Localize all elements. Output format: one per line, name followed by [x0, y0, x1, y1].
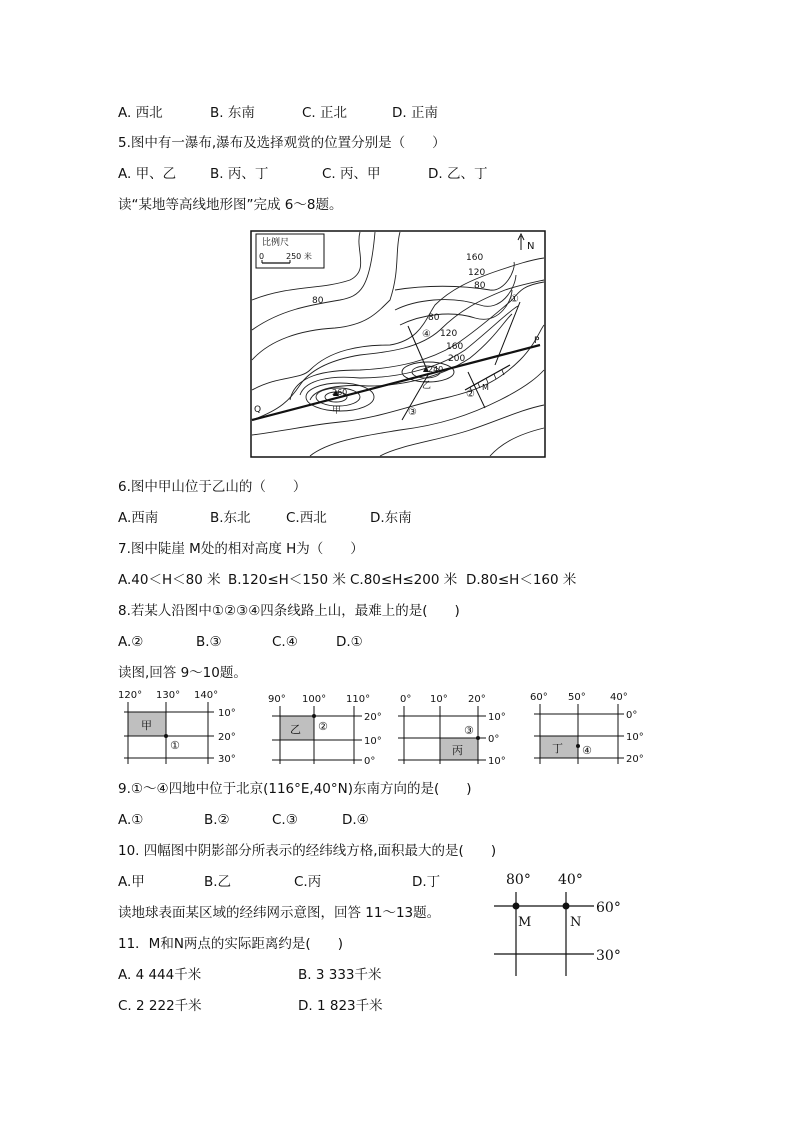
q6-option-b: B.东北: [210, 510, 251, 526]
q6-stem: 6.图中甲山位于乙山的（ ）: [118, 479, 307, 495]
grid-lat-label: 20°: [364, 712, 382, 723]
grid-point-label: ②: [318, 720, 328, 733]
mn-lat-bottom-label: 30°: [596, 948, 621, 964]
grid-point-label: ④: [582, 744, 592, 757]
scale-value: 250 米: [286, 252, 312, 261]
grid-lat-label: 10°: [626, 732, 644, 743]
point-n-label: N: [570, 915, 582, 930]
grid-lon-label: 100°: [302, 694, 327, 705]
q7-option-b: B.120≤H＜150 米: [228, 572, 346, 588]
grid-lon-label: 110°: [346, 694, 371, 705]
cliff-m-label: M: [482, 383, 489, 392]
grid-lon-label: 10°: [430, 694, 448, 705]
q5-option-a: A. 甲、乙: [118, 166, 177, 182]
peak-jia-label: 甲: [332, 406, 342, 416]
grid-lon-label: 60°: [530, 692, 548, 703]
grid-lat-label: 20°: [626, 754, 644, 765]
contour-map: [250, 230, 546, 458]
grid-lat-label: 0°: [488, 734, 500, 745]
contour-label: 80: [312, 296, 324, 306]
grid-figure-3: [396, 688, 512, 770]
contour-label: 240: [428, 365, 444, 374]
contour-label: 200: [448, 354, 466, 364]
scale-zero: 0: [259, 252, 265, 261]
grid-shade-label: 丙: [452, 744, 463, 757]
grid-shade-label: 丁: [552, 742, 563, 755]
q8-option-a: A.②: [118, 634, 144, 650]
grid-lat-label: 0°: [364, 756, 376, 767]
q9-option-a: A.①: [118, 812, 144, 828]
q7-option-d: D.80≤H＜160 米: [466, 572, 577, 588]
grid-lat-label: 20°: [218, 732, 236, 743]
grid-lat-label: 10°: [488, 712, 506, 723]
q9-option-d: D.④: [342, 812, 369, 828]
q4-option-b: B. 东南: [210, 105, 255, 121]
q4-option-a: A. 西北: [118, 105, 163, 121]
point-q-label: Q: [254, 405, 262, 415]
mn-lon-left-label: 80°: [506, 872, 531, 888]
grid-lon-label: 20°: [468, 694, 486, 705]
route-2-label: ②: [466, 389, 475, 400]
grid-lon-label: 40°: [610, 692, 628, 703]
q7-stem: 7.图中陡崖 M处的相对高度 H为（ ）: [118, 541, 364, 557]
grid-lon-label: 140°: [194, 690, 219, 701]
grid-figure-1: [114, 688, 244, 770]
contour-label: 80: [428, 313, 440, 323]
q6-option-d: D.东南: [370, 510, 412, 526]
q5-stem: 5.图中有一瀑布,瀑布及选择观赏的位置分别是（ ）: [118, 135, 446, 151]
grid-lon-label: 50°: [568, 692, 586, 703]
point-m-label: M: [518, 915, 532, 930]
q7-option-c: C.80≤H≤200 米: [350, 572, 458, 588]
q11-option-c: C. 2 222千米: [118, 998, 202, 1014]
grid-figure-4: [528, 688, 652, 770]
intro-9-10: 读图,回答 9～10题。: [118, 665, 247, 681]
mn-latlon-figure: [490, 868, 630, 978]
q10-option-c: C.丙: [294, 874, 322, 890]
q6-option-a: A.西南: [118, 510, 159, 526]
q11-option-d: D. 1 823千米: [298, 998, 383, 1014]
contour-label: 160: [466, 253, 484, 263]
q10-option-d: D.丁: [412, 874, 441, 890]
grid-lon-label: 120°: [118, 690, 143, 701]
grid-lon-label: 90°: [268, 694, 286, 705]
q10-option-b: B.乙: [204, 874, 232, 890]
route-1-label: ①: [510, 294, 519, 305]
q4-option-c: C. 正北: [302, 105, 348, 121]
q8-option-b: B.③: [196, 634, 222, 650]
q11-stem: 11．M和N两点的实际距离约是( ): [118, 936, 343, 952]
q6-option-c: C.西北: [286, 510, 327, 526]
q8-stem: 8.若某人沿图中①②③④四条线路上山，最难上的是( ): [118, 603, 460, 619]
contour-label: 160: [446, 342, 464, 352]
q9-option-b: B.②: [204, 812, 230, 828]
intro-11-13: 读地球表面某区域的经纬网示意图，回答 11～13题。: [118, 905, 441, 921]
q9-option-c: C.③: [272, 812, 298, 828]
contour-label: 120: [468, 268, 486, 278]
q8-option-d: D.①: [336, 634, 363, 650]
q11-option-b: B. 3 333千米: [298, 967, 382, 983]
grid-shade-label: 乙: [290, 723, 301, 736]
mn-lat-top-label: 60°: [596, 900, 621, 916]
q11-option-a: A. 4 444千米: [118, 967, 202, 983]
q10-option-a: A.甲: [118, 874, 145, 890]
north-label: N: [527, 241, 535, 252]
grid-figure-2: [266, 688, 382, 770]
contour-label: 260: [332, 388, 348, 397]
grid-lat-label: 0°: [626, 710, 638, 721]
q5-option-d: D. 乙、丁: [428, 166, 488, 182]
q4-option-d: D. 正南: [392, 105, 438, 121]
q10-stem: 10. 四幅图中阴影部分所表示的经纬线方格,面积最大的是( ): [118, 843, 497, 859]
point-p-label: P: [534, 336, 540, 346]
grid-point-label: ①: [170, 739, 180, 752]
grid-lat-label: 10°: [218, 708, 236, 719]
q5-option-b: B. 丙、丁: [210, 166, 269, 182]
route-3-label: ③: [408, 407, 417, 418]
grid-lat-label: 30°: [218, 754, 236, 765]
grid-lat-label: 10°: [488, 756, 506, 767]
mn-lon-right-label: 40°: [558, 872, 583, 888]
peak-yi-label: 乙: [422, 381, 432, 391]
grid-lat-label: 10°: [364, 736, 382, 747]
q7-option-a: A.40＜H＜80 米: [118, 572, 221, 588]
q5-option-c: C. 丙、甲: [322, 166, 381, 182]
route-4-label: ④: [422, 329, 431, 340]
q9-stem: 9.①～④四地中位于北京(116°E,40°N)东南方向的是( ): [118, 781, 472, 797]
grid-lon-label: 0°: [400, 694, 412, 705]
grid-point-label: ③: [464, 724, 474, 737]
q8-option-c: C.④: [272, 634, 298, 650]
grid-shade-label: 甲: [141, 719, 152, 732]
contour-label: 80: [474, 281, 486, 291]
grid-lon-label: 130°: [156, 690, 181, 701]
scale-title: 比例尺: [262, 238, 290, 248]
intro-6-8: 读“某地等高线地形图”完成 6～8题。: [118, 197, 343, 213]
contour-label: 120: [440, 329, 458, 339]
